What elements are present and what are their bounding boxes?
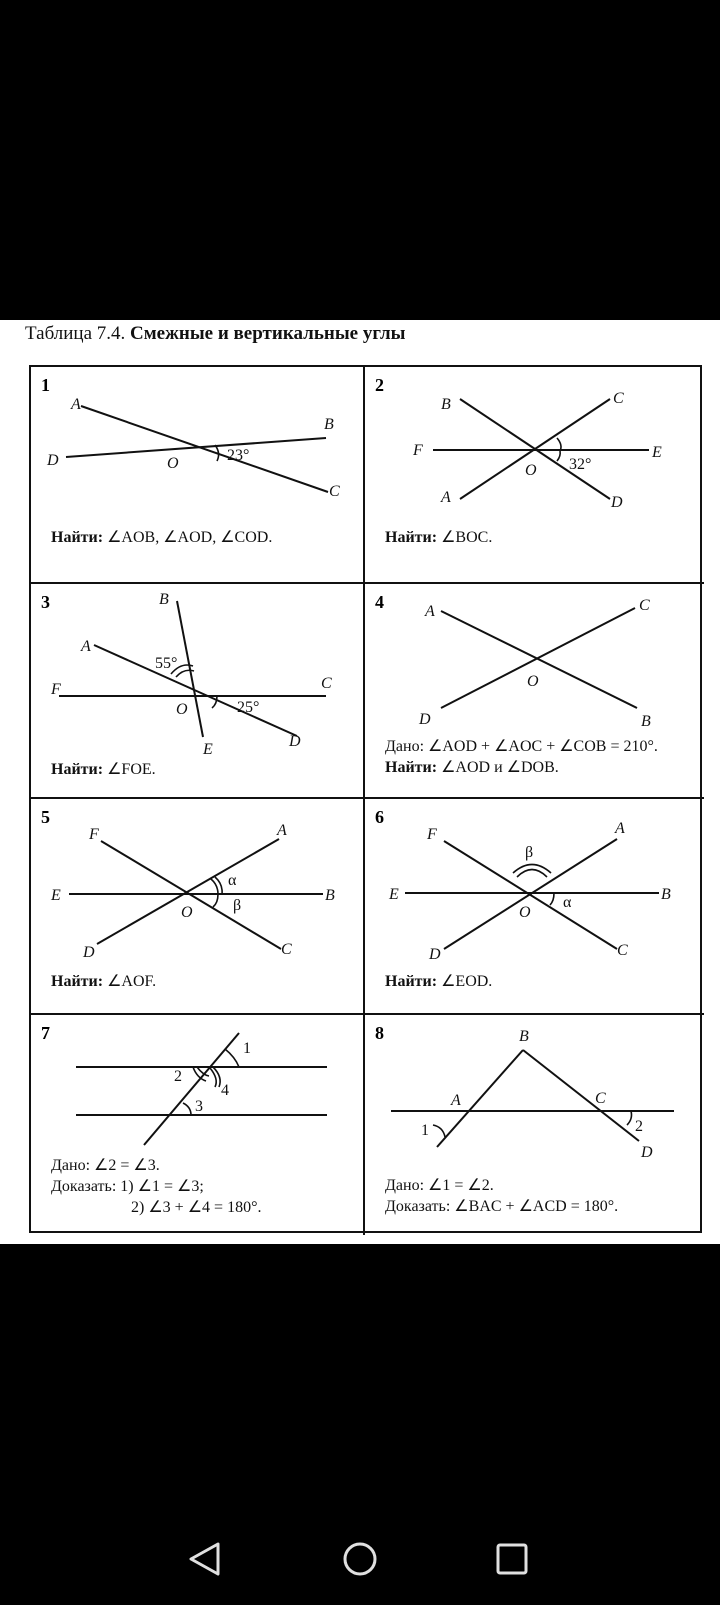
- point-label: F: [427, 826, 437, 843]
- task-text: Найти: ∠FOE.: [51, 761, 156, 778]
- point-label: C: [321, 675, 332, 692]
- navbar-icons: [0, 1500, 720, 1600]
- angle-label: β: [233, 897, 242, 914]
- problem-number: 2: [375, 375, 384, 395]
- task-text: Найти: ∠AOB, ∠AOD, ∠COD.: [51, 529, 273, 546]
- angle-arc-4: [210, 1068, 216, 1087]
- angle-arc: [517, 870, 547, 878]
- table-caption: [25, 323, 406, 345]
- angle-arc-1: [225, 1049, 239, 1067]
- point-label: B: [159, 591, 169, 608]
- angle-arc-3: [183, 1103, 191, 1115]
- angle-label: 55°: [155, 655, 178, 672]
- problems-table: [29, 365, 702, 1233]
- angle-label: 2: [635, 1118, 643, 1135]
- point-label: B: [325, 887, 335, 904]
- problem-cell-3: [31, 584, 365, 799]
- problem-number: 7: [41, 1023, 50, 1043]
- point-label: D: [289, 733, 301, 750]
- line-bd: [523, 1050, 639, 1141]
- problem-number: 4: [375, 592, 384, 612]
- point-label: B: [441, 396, 451, 413]
- problem-cell-8: [365, 1015, 704, 1235]
- point-label: A: [81, 638, 91, 655]
- problem-number: 5: [41, 807, 50, 827]
- system-navigation-bar: [0, 1500, 720, 1600]
- angle-label: 1: [243, 1040, 251, 1057]
- angle-label: 25°: [237, 699, 260, 716]
- angle-label: 2: [174, 1068, 182, 1085]
- point-label: C: [639, 597, 650, 614]
- angle-label: 1: [421, 1122, 429, 1139]
- angle-arc: [213, 894, 218, 907]
- angle-label: β: [525, 844, 534, 861]
- point-label: F: [413, 442, 423, 459]
- angle-arc: [211, 879, 218, 894]
- line-db: [66, 438, 326, 457]
- task-text: Найти: ∠BOC.: [385, 529, 493, 546]
- line-ac: [81, 406, 328, 492]
- point-label: D: [47, 452, 59, 469]
- point-label: O: [519, 904, 531, 921]
- point-label: D: [429, 946, 441, 963]
- line-ad: [94, 645, 297, 736]
- line-ba: [437, 1050, 523, 1147]
- angle-arc: [557, 451, 560, 461]
- angle-label: 4: [221, 1082, 229, 1099]
- point-label: C: [613, 390, 624, 407]
- angle-arc: [550, 893, 554, 905]
- problem-number: 1: [41, 375, 50, 395]
- point-label: E: [203, 741, 213, 758]
- point-label: A: [451, 1092, 461, 1109]
- point-label: O: [525, 462, 537, 479]
- recents-square-icon[interactable]: [498, 1545, 526, 1573]
- point-label: B: [641, 713, 651, 730]
- textbook-page: [0, 320, 720, 1244]
- angle-arc-1: [433, 1125, 445, 1137]
- point-label: F: [51, 681, 61, 698]
- task-text: Дано: ∠1 = ∠2. Доказать: ∠BAC + ∠ACD = 180°.: [385, 1177, 619, 1215]
- point-label: B: [661, 886, 671, 903]
- task-text: Найти: ∠EOD.: [385, 973, 493, 990]
- task-text: Дано: ∠AOD + ∠AOC + ∠COB = 210°. Найти: ∠AOD и ∠DOB.: [385, 738, 658, 776]
- problem-cell-1: [31, 367, 365, 584]
- angle-label: α: [563, 894, 572, 911]
- point-label: D: [611, 494, 623, 511]
- point-label: C: [329, 483, 340, 500]
- problem-number: 3: [41, 592, 50, 612]
- home-circle-icon[interactable]: [345, 1544, 375, 1574]
- problem-number: 8: [375, 1023, 384, 1043]
- point-label: D: [641, 1144, 653, 1161]
- problem-cell-7: [31, 1015, 365, 1235]
- angle-arc-2: [627, 1111, 632, 1125]
- point-label: F: [89, 826, 99, 843]
- point-label: A: [425, 603, 435, 620]
- point-label: E: [652, 444, 662, 461]
- caption-title: Смежные и вертикальные углы: [130, 323, 406, 344]
- problem-number: 6: [375, 807, 384, 827]
- problem-cell-2: [365, 367, 704, 584]
- problem-cell-6: [365, 799, 704, 1015]
- point-label: B: [324, 416, 334, 433]
- task-text: Дано: ∠2 = ∠3. Доказать: 1) ∠1 = ∠3; 2) ∠3 + ∠4 = 180°.: [51, 1157, 262, 1216]
- back-triangle-icon[interactable]: [191, 1544, 218, 1574]
- point-label: C: [595, 1090, 606, 1107]
- point-label: B: [519, 1028, 529, 1045]
- angle-label: 32°: [569, 456, 592, 473]
- point-label: D: [419, 711, 431, 728]
- point-label: O: [176, 701, 188, 718]
- problem-cell-4: [365, 584, 704, 799]
- angle-label: 3: [195, 1098, 203, 1115]
- point-label: C: [281, 941, 292, 958]
- task-text: Найти: ∠AOF.: [51, 973, 157, 990]
- point-label: E: [389, 886, 399, 903]
- point-label: C: [617, 942, 628, 959]
- caption-prefix: Таблица 7.4.: [25, 323, 126, 344]
- diagram-2: [365, 367, 704, 582]
- angle-label: 23°: [227, 447, 250, 464]
- problem-cell-5: [31, 799, 365, 1015]
- point-label: O: [527, 673, 539, 690]
- point-label: A: [277, 822, 287, 839]
- point-label: A: [71, 396, 81, 413]
- point-label: O: [167, 455, 179, 472]
- point-label: A: [615, 820, 625, 837]
- point-label: E: [51, 887, 61, 904]
- diagram-1: [31, 367, 363, 582]
- point-label: O: [181, 904, 193, 921]
- angle-label: α: [228, 872, 237, 889]
- point-label: A: [441, 489, 451, 506]
- point-label: D: [83, 944, 95, 961]
